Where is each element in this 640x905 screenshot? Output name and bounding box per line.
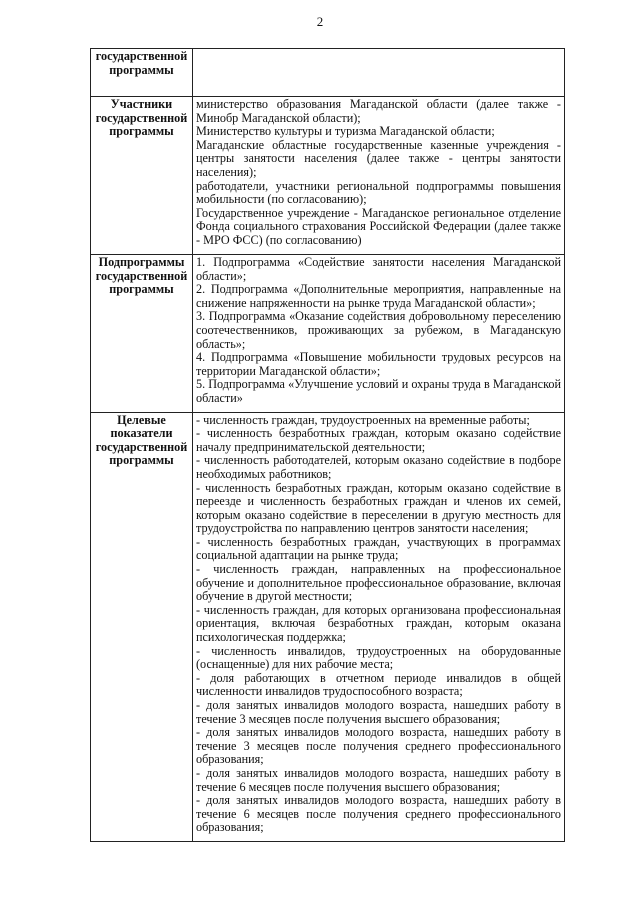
content-paragraph: - численность работодателей, которым оказано содействие в подборе необходимых работников; [196,453,561,481]
content-paragraph: - численность граждан, для которых организована профессиональная ориентация, включая безработных граждан, которым оказана психологическая поддержка; [196,602,561,645]
content-paragraph: Государственное учреждение - Магаданское региональное отделение Фонда социального страхования Российской Федерации (далее также - МРО ФСС) (по согласованию) [196,205,561,247]
content-paragraph: - численность безработных граждан, участвующих в программах социальной адаптации на рынке труда; [196,534,561,563]
row-label: государственной программы [91,49,193,97]
content-paragraph: работодатели, участники региональной подпрограммы повышения мобильности (по согласованию); [196,178,561,207]
content-paragraph: - численность безработных граждан, которым оказано содействие началу предпринимательской деятельности; [196,426,561,454]
content-paragraph: - доля занятых инвалидов молодого возраста, нашедших работу в течение 6 месяцев после получения высшего образования; [196,765,561,794]
row-label: Целевые показатели государственной программы [91,412,193,841]
target-indicators-row [91,412,565,841]
content-paragraph: - численность безработных граждан, которым оказано содействие в переезде и численность безработных граждан и членов их семей, которым оказано содействие в переселении в другую местность для трудоустройства по направлению центров занятости населения; [196,480,561,536]
row-content [193,97,565,255]
content-paragraph: - доля занятых инвалидов молодого возраста, нашедших работу в течение 3 месяцев после получения среднего профессионального образования; [196,725,561,767]
content-paragraph: - численность граждан, направленных на профессиональное обучение и дополнительное профессиональное образование, включая обучение в другой местности; [196,562,561,604]
subprograms-row [91,255,565,413]
content-paragraph: 5. Подпрограмма «Улучшение условий и охраны труда в Магаданской области» [196,377,561,405]
content-paragraph: - численность граждан, трудоустроенных на временные работы; [196,412,530,427]
page-number: 2 [316,14,324,29]
row-content [193,412,565,841]
row-content [193,49,565,97]
program-name-tail-row [91,49,565,97]
row-content [193,255,565,413]
content-paragraph: 3. Подпрограмма «Оказание содействия добровольному переселению соотечественников, проживающих за рубежом, в Магаданскую область»; [196,309,561,351]
program-passport-table [90,48,565,842]
row-label: Подпрограммы государственной программы [91,255,193,413]
content-paragraph: - доля занятых инвалидов молодого возраста, нашедших работу в течение 6 месяцев после получения среднего профессионального образования; [196,793,561,835]
content-paragraph: - доля занятых инвалидов молодого возраста, нашедших работу в течение 3 месяцев после получения высшего образования; [196,698,561,726]
content-paragraph: Министерство культуры и туризма Магаданской области; [196,124,495,139]
content-paragraph: Магаданские областные государственные казенные учреждения - центры занятости населения (далее также - центры занятости населения); [196,137,561,179]
content-paragraph: 4. Подпрограмма «Повышение мобильности трудовых ресурсов на территории Магаданской области»; [196,350,561,378]
content-paragraph: 1. Подпрограмма «Содействие занятости населения Магаданской области»; [196,255,561,283]
content-paragraph: 2. Подпрограмма «Дополнительные мероприятия, направленные на снижение напряженности на рынке труда Магаданской области»; [196,282,561,310]
content-paragraph: - численность инвалидов, трудоустроенных на оборудованные (оснащенные) для них рабочие места; [196,643,561,672]
row-label: Участники государственной программы [91,97,193,255]
content-paragraph: министерство образования Магаданской области (далее также - Минобр Магаданской области); [196,97,561,125]
content-paragraph: - доля работающих в отчетном периоде инвалидов в общей численности инвалидов трудоспособного возраста; [196,670,561,699]
participants-row [91,97,565,255]
